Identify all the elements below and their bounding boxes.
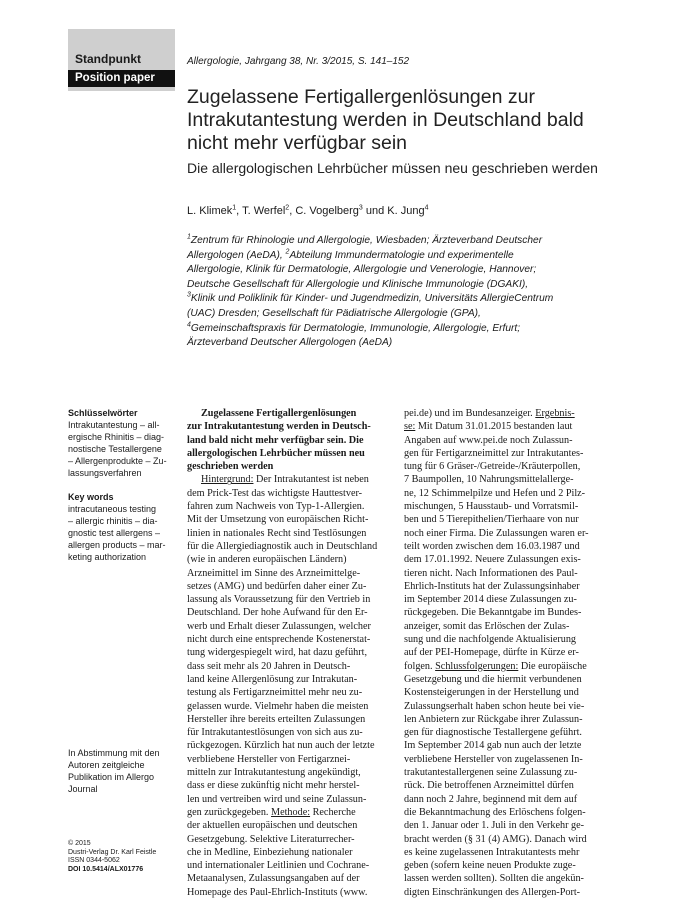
text-line: werb und Erhalt dieser Zulassungen, welcher: [187, 620, 371, 632]
text-line: Mit der Umsetzung von europäischen Richt-: [187, 514, 369, 526]
affiliation-line: $^3$Klinik und Poliklinik für Kinder- und Jugendmedizin, Universitäts AllergieCentrum: [187, 291, 554, 305]
text-line: geben (sofern keine neuen Produkte zuge-: [404, 860, 576, 872]
text-line: anzeiger, somit das Erlöschen der Zulas-: [404, 620, 570, 632]
affiliation-line: $^4$Gemeinschaftspraxis für Dermatologie, Immunologie, Allergologie, Erfurt;: [187, 321, 521, 334]
text-line: gen zurückgegeben. Methode: Recherche: [187, 806, 356, 818]
text-line: digten Einschränkungen des Allergen-Port-: [404, 886, 581, 898]
text-line: im September 2014 diese Zulassungen zu-: [404, 594, 577, 606]
affiliation-line: (UAC) Dresden; Gesellschaft für Pädiatrische Allergologie (GPA),: [187, 307, 481, 319]
author-name: K. Jung: [387, 205, 425, 217]
text-line: che in Medline, Einbeziehung nationaler: [187, 846, 353, 858]
text-line: 7 Baumpollen, 10 Nahrungsmittelallerge-: [404, 474, 574, 486]
text-line: auf der PEI-Homepage, dürfte in Kürze er-: [404, 647, 579, 659]
text-line: Hintergrund: Der Intrakutantest ist neben: [201, 474, 369, 486]
copyright-block: © 2015 Dustri-Verlag Dr. Karl Feistle ISSN 0344-5062 DOI 10.5414/ALX01776: [68, 840, 178, 874]
text-line: sung und die nachfolgende Aktualisierung: [404, 634, 577, 646]
text-line: nicht durch eine entsprechende Kostenerstat-: [187, 634, 371, 646]
text-line: fahren zum Nachweis von Typ-1-Allergien.: [187, 501, 365, 513]
text-line: mischungen, 5 Hausstaub- und Vorratsmil-: [404, 501, 579, 513]
text-line: trakutantestallergenen seine Zulassung zu-: [404, 767, 578, 779]
text-line: Angaben auf www.pei.de noch Zulassun-: [404, 434, 573, 446]
category-en-label: Position paper: [75, 72, 155, 84]
text-line: den 1. Januar oder 1. Juli in den Verkehr ge-: [404, 820, 585, 832]
text-line: mitteln zur Intrakutantestung angekündigt,: [187, 767, 361, 779]
text-line: gen für Fertigarzneimittel zur Intrakutantes-: [404, 447, 584, 459]
doi: DOI 10.5414/ALX01776: [68, 865, 144, 873]
text-line: ben und 5 Tierepithelien/Tierhaare von nur: [404, 514, 579, 526]
text-line: verbliebene Hersteller von Fertigarznei-: [187, 753, 351, 765]
text-line: Metaanalysen, Zulassungsangaben auf der: [187, 873, 360, 885]
author-name: C. Vogelberg: [295, 205, 359, 217]
text-line: dass seit mehr als 20 Jahren in Deutsch-: [187, 660, 351, 672]
category-label: Standpunkt: [75, 52, 141, 66]
affiliation-line: Deutsche Gesellschaft für Allergologie und Klinische Immunologie (DGAKI),: [187, 278, 529, 290]
author-name: T. Werfel: [242, 205, 286, 217]
abstract-column-1-body: [187, 473, 387, 899]
text-line: Hersteller ihre bereits erteilten Zulassungen: [187, 713, 366, 725]
article-subtitle: Die allergologischen Lehrbücher müssen neu geschrieben werden: [187, 160, 598, 176]
keywords-en-heading: Key words: [68, 492, 114, 502]
title-line: Intrakutantestung werden in Deutschland bald: [187, 109, 584, 131]
text-line: folgen. Schlussfolgerungen: Die europäische: [404, 660, 587, 672]
text-line: der aktuellen europäischen und deutschen: [187, 820, 358, 832]
journal-citation: Allergologie, Jahrgang 38, Nr. 3/2015, S. 141–152: [187, 56, 410, 67]
keywords-de-heading: Schlüsselwörter: [68, 408, 138, 418]
text-line: Arzneimittel im Sinne des Arzneimittelge-: [187, 567, 361, 579]
text-line: für die Allergiediagnostik auch in Deutschland: [187, 540, 378, 552]
article-title: [187, 86, 647, 155]
text-line: lassung als Voraussetzung für den Vertrieb in: [187, 594, 371, 606]
text-line: dann noch 2 Jahre, beginnend mit dem auf: [404, 793, 578, 805]
abstract-column-2: [404, 407, 612, 899]
text-line: bracht werden (§ 31 (4) AMG). Danach wird: [404, 833, 587, 845]
text-line: es keine zugelassenen Intrakutantests mehr: [404, 846, 580, 858]
text-line: tung widergespiegelt wird, hat dazu geführt,: [187, 647, 368, 659]
text-line: rückgegeben. Die Bekanntgabe im Bundes-: [404, 607, 582, 619]
text-line: für Intrakutantestlösungen von sich aus zu-: [187, 727, 363, 739]
title-line: Zugelassene Fertigallergenlösungen zur: [187, 86, 535, 108]
text-line: pei.de) und im Bundesanzeiger. Ergebnis-: [404, 408, 575, 419]
text-line: se: Mit Datum 31.01.2015 bestanden laut: [404, 421, 573, 433]
text-line: rück. Die betroffenen Arzneimittel dürfen: [404, 780, 574, 792]
text-line: Im September 2014 gab nun auch der letzte: [404, 740, 582, 752]
text-line: Deutschland. Der hohe Aufwand für den Er-: [187, 607, 368, 619]
text-line: rückgezogen. Kürzlich hat nun auch der letzte: [187, 740, 375, 752]
text-line: Zulassungserhalt haben schon heute bei vie-: [404, 700, 585, 712]
keywords-de: Schlüsselwörter Intrakutantestung – all- ergische Rhinitis – diag- nostische Testallergene – Allergenprodukte – Zu- lassungsverfahren: [68, 407, 178, 479]
text-line: Ehrlich-Instituts hat der Zulassungsinhaber: [404, 580, 580, 592]
text-line: Kostensteigerungen in der Herstellung und: [404, 687, 579, 699]
title-line: nicht mehr verfügbar sein: [187, 132, 408, 154]
text-line: verbliebene Hersteller von zugelassenen In-: [404, 753, 583, 765]
text-line: ne, 12 Schimmelpilze und Hefen und 2 Pilz-: [404, 487, 586, 499]
text-line: dass er diese zukünftig nicht mehr herstel-: [187, 780, 360, 792]
text-line: Gesetzgebung und die hiermit verbundenen: [404, 673, 582, 685]
affiliations: [187, 234, 627, 351]
affiliation-line: Allergologen (AeDA), $^2$Abteilung Immundermatologie und experimentelle: [187, 248, 514, 261]
text-line: gelassen wurde. Vielmehr haben die meisten: [187, 700, 369, 712]
text-line: (wie in anderen europäischen Ländern): [187, 554, 347, 566]
text-line: lassen werden sollten). Sollten die angekün-: [404, 873, 584, 885]
text-line: linien in nationales Recht sind Testlösungen: [187, 527, 367, 539]
keywords-en: Key words intracutaneous testing – allergic rhinitis – dia- gnostic test allergens – allergen products – mar- keting authorization: [68, 491, 178, 563]
text-line: teilt worden zwischen dem 16.03.1987 und: [404, 540, 580, 552]
text-line: len Anbietern zur Rückgabe ihrer Zulassun-: [404, 713, 583, 725]
abstract-column-1: Zugelassene Fertigallergenlösungen zur Intrakutantestung werden in Deutsch- land bald nicht mehr verfügbar sein. Die allergologischen Lehrbücher müssen neu geschrieben werden Hintergrund: Der Intrakutantest ist neben dem Prick-Test das wichtigste Hauttestver- fahren zum Nachweis von Typ-1-Allergien. Mit der Umsetzung von europäischen Richt- linien in nationales Recht sind Testlösungen für die Allergiediagnostik auch in Deutschland (wie in anderen europäischen Ländern) Arzneimittel im Sinne des Arzneimittelge- setzes (AMG) und bedürfen daher einer Zu- lassung als Voraussetzung für den Vertrieb in Deutschland. Der hohe Aufwand für den Er- werb und Erhalt dieser Zulassungen, welcher nicht durch eine entsprechende Kostenerstat- tung widergespiegelt wird, hat dazu geführt, dass seit mehr als 20 Jahren in Deutsch- land keine Allergenlösung zur Intrakutan- testung als Fertigarzneimittel mehr neu zu- gelassen wurde. Vielmehr haben die meisten Hersteller ihre bereits erteilten Zulassungen für Intrakutantestlösungen von sich aus zu- rückgezogen. Kürzlich hat nun auch der letzte verbliebene Hersteller von Fertigarznei- mitteln zur Intrakutantestung angekündigt, dass er diese zukünftig nicht mehr herstel- len und vertreiben wird und seine Zulassun- gen zurückgegeben. Methode: Recherche der aktuellen europäischen und deutschen Gesetzgebung. Selektive Literaturrecher- che in Medline, Einbeziehung nationaler und internationaler Leitlinien und Cochrane- Metaanalysen, Zulassungsangaben auf der Homepage des Paul-Ehrlich-Instituts (www.: [187, 407, 387, 899]
abstract-column-2-body: [404, 407, 612, 899]
affiliation-line: Ärzteverband Deutscher Allergologen (AeDA): [187, 337, 393, 349]
publication-note: In Abstimmung mit den Autoren zeitgleiche Publikation im Allergo Journal: [68, 748, 160, 794]
text-line: testung als Fertigarzneimittel mehr neu zu-: [187, 687, 363, 699]
affiliation-line: Allergologie, Klinik für Dermatologie, Allergologie und Venerologie, Hannover;: [187, 264, 537, 276]
affiliation-line: $^1$Zentrum für Rhinologie und Allergologie, Wiesbaden; Ärzteverband Deutscher: [187, 233, 543, 246]
text-line: noch einer Firma. Die Zulassungen waren er-: [404, 527, 589, 539]
author-list: L. Klimek$^1$, T. Werfel$^2$, C. Vogelberg$^3$ und K. Jung$^4$: [187, 204, 429, 217]
text-line: setzes (AMG) und bedürfen daher einer Zu-: [187, 580, 367, 592]
text-line: land keine Allergenlösung zur Intrakutan-: [187, 673, 358, 685]
text-line: dem 17.01.1992. Neuere Zulassungen exis-: [404, 554, 581, 566]
text-line: dem Prick-Test das wichtigste Hauttestver-: [187, 487, 363, 499]
text-line: gen für diagnostische Testallergene geführt.: [404, 727, 582, 739]
author-name: L. Klimek: [187, 205, 233, 217]
text-line: tieren nicht. Nach Informationen des Paul-: [404, 567, 578, 579]
text-line: Homepage des Paul-Ehrlich-Instituts (www.: [187, 886, 368, 898]
text-line: die Bekanntmachung des Erlöschens folgen-: [404, 806, 586, 818]
text-line: und internationaler Leitlinien und Cochrane-: [187, 860, 370, 872]
text-line: tung für 6 Gräser-/Getreide-/Kräuterpollen,: [404, 461, 581, 473]
text-line: Gesetzgebung. Selektive Literaturrecher-: [187, 833, 355, 845]
text-line: len und vertreiben wird und seine Zulassun-: [187, 793, 367, 805]
